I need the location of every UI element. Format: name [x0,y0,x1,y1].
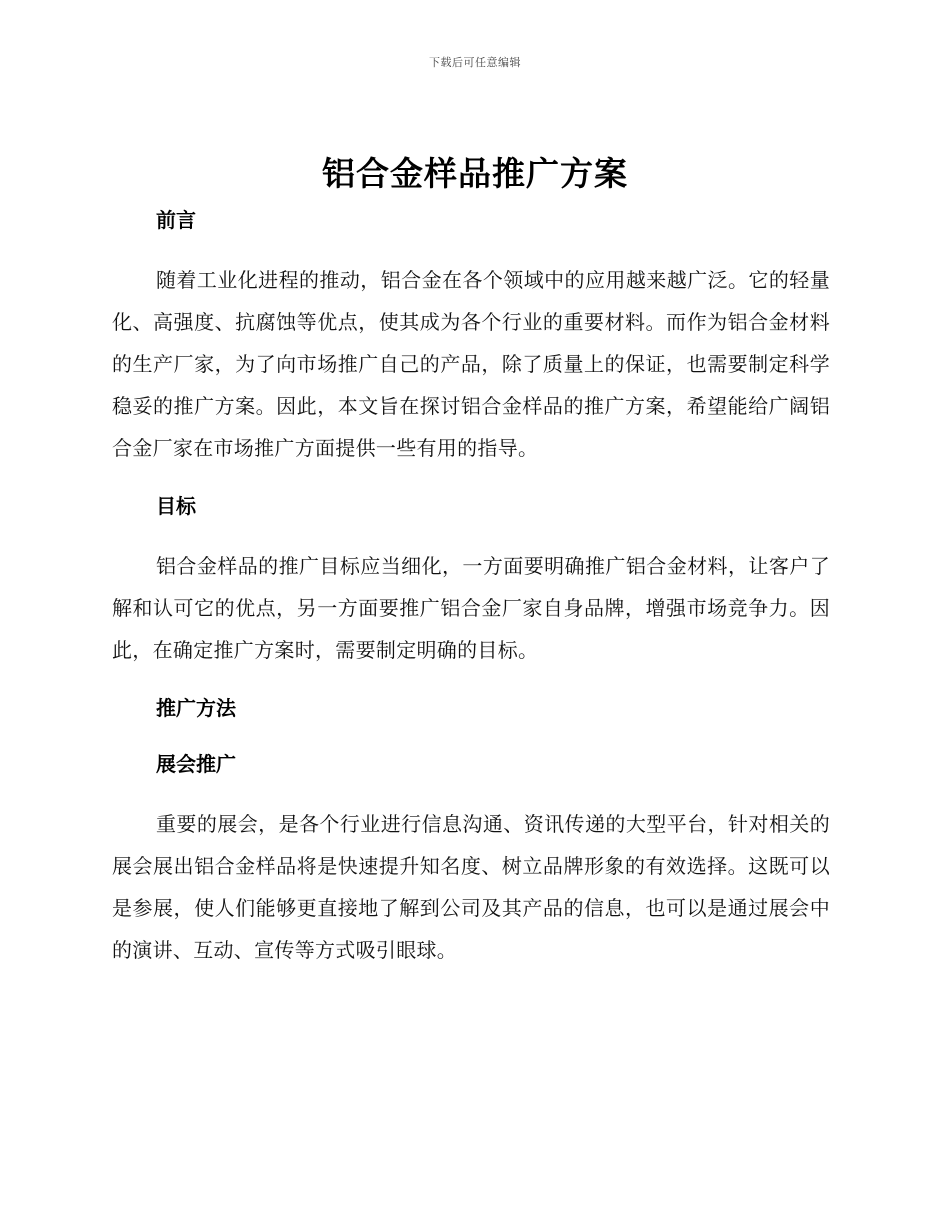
section-heading-exhibition: 展会推广 [156,752,236,776]
section-preface [112,203,830,469]
section-heading-goal: 目标 [156,494,196,518]
section-heading-methods: 推广方法 [156,696,236,720]
section-methods [112,691,830,725]
document-body [112,203,830,991]
document-title: 铝合金样品推广方案 [322,154,628,193]
paragraph-goal: 铝合金样品的推广目标应当细化，一方面要明确推广铝合金材料，让客户了解和认可它的优点，另一方面要推广铝合金厂家自身品牌，增强市场竞争力。因此，在确定推广方案时，需要制定明确的目标。 [112,554,830,662]
paragraph-preface: 随着工业化进程的推动，铝合金在各个领域中的应用越来越广泛。它的轻量化、高强度、抗腐蚀等优点，使其成为各个行业的重要材料。而作为铝合金材料的生产厂家，为了向市场推广自己的产品，除了质量上的保证，也需要制定科学稳妥的推广方案。因此，本文旨在探讨铝合金样品的推广方案，希望能给广阔铝合金厂家在市场推广方面提供一些有用的指导。 [112,268,830,460]
header-note: 下载后可任意编辑 [429,56,521,69]
paragraph-exhibition: 重要的展会，是各个行业进行信息沟通、资讯传递的大型平台，针对相关的展会展出铝合金样品将是快速提升知名度、树立品牌形象的有效选择。这既可以是参展，使人们能够更直接地了解到公司及其产品的信息，也可以是通过展会中的演讲、互动、宣传等方式吸引眼球。 [112,812,830,962]
section-heading-preface: 前言 [156,208,196,232]
section-goal [112,489,830,671]
section-exhibition [112,747,830,971]
